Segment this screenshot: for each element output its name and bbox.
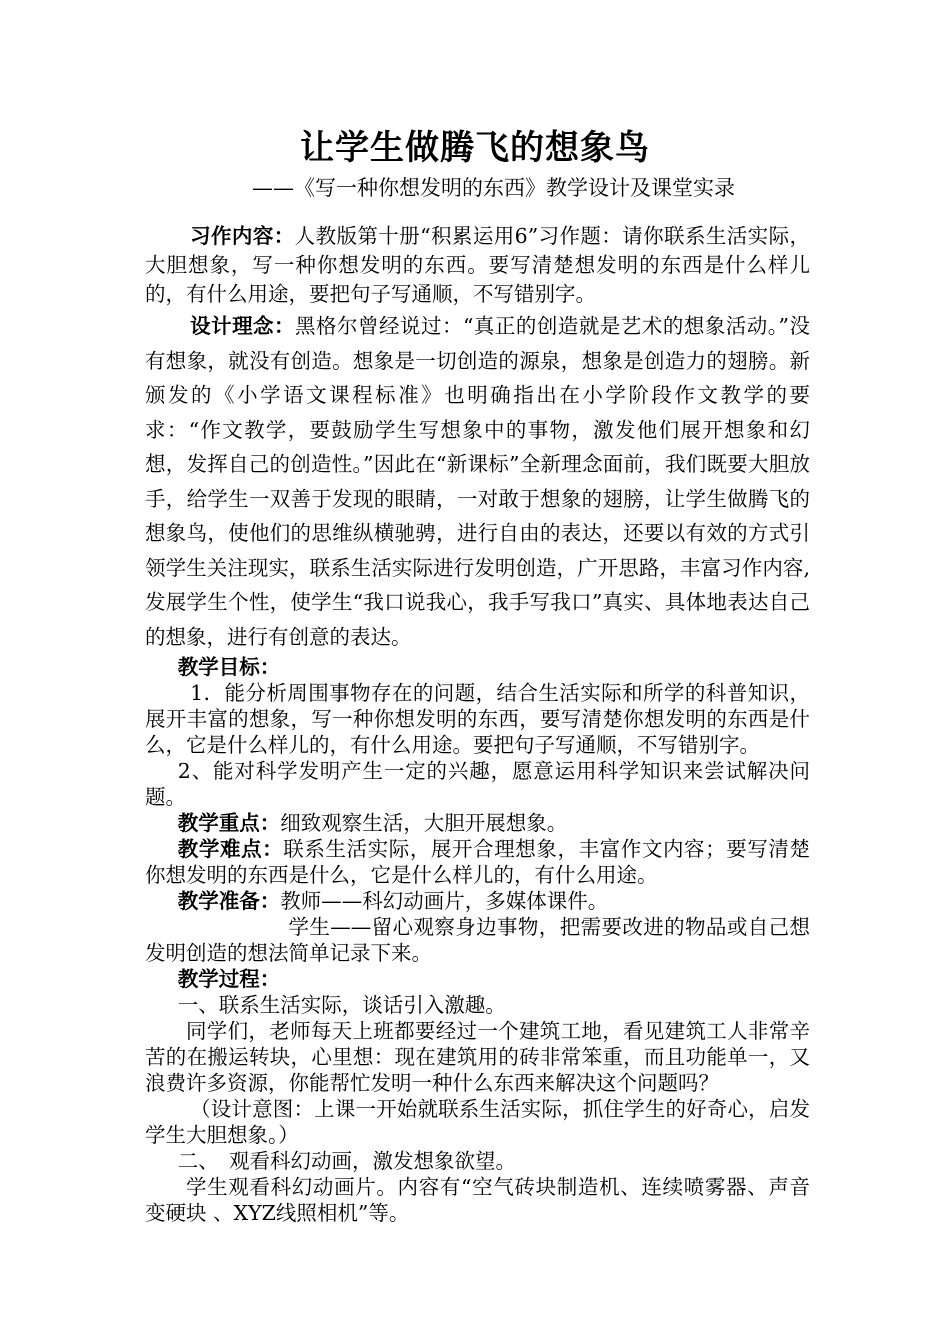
document-subtitle: ——《写一种你想发明的东西》教学设计及课堂实录: [252, 176, 735, 200]
content-paragraph: [145, 222, 810, 309]
difficulty-paragraph: [145, 836, 810, 888]
document-body: [145, 222, 810, 1226]
concept-paragraph: [145, 309, 810, 654]
goals-heading: 教学目标：: [177, 655, 281, 679]
process-step1-note: （设计意图：上课一开始就联系生活实际，抓住学生的好奇心，启发学生大胆想象。）: [145, 1097, 810, 1147]
goal-item-2: 2、能对科学发明产生一定的兴趣，愿意运用科学知识来尝试解决问题。: [145, 759, 810, 809]
preparation-paragraph: [145, 888, 810, 914]
process-heading: 教学过程：: [177, 967, 281, 991]
preparation-student: 学生——留心观察身边事物，把需要改进的物品或自己想发明创造的想法简单记录下来。: [145, 915, 810, 965]
key-point-text: 细致观察生活，大胆开展想象。: [280, 811, 568, 835]
content-text: 人教版第十册“积累运用6”习作题：请你联系生活实际，大胆想象，写一种你想发明的东西。要写清楚想发明的东西是什么样儿的，有什么用途，要把句子写通顺，不写错别字。: [145, 224, 810, 306]
goal-item-1: 1．能分析周围事物存在的问题，结合生活实际和所学的科普知识，展开丰富的想象，写一种你想发明的东西，要写清楚你想发明的东西是什么，它是什么样儿的，有什么用途。要把句子写通顺，不写错别字。: [145, 681, 810, 757]
preparation-label: 教学准备：: [177, 889, 281, 913]
process-step2-heading: 二、 观看科幻动画，激发想象欲望。: [177, 1149, 517, 1173]
process-step1-text: 同学们，老师每天上班都要经过一个建筑工地，看见建筑工人非常辛苦的在搬运转块，心里想：现在建筑用的砖非常笨重，而且功能单一，又浪费许多资源，你能帮忙发明一种什么东西来解决这个问题吗？: [145, 1019, 810, 1095]
content-label: 习作内容：: [190, 224, 295, 248]
difficulty-label: 教学难点：: [177, 837, 284, 861]
key-point-paragraph: [145, 810, 810, 836]
process-step1-heading: 一、联系生活实际，谈话引入激趣。: [177, 993, 506, 1017]
process-step2-text: 学生观看科幻动画片。内容有“空气砖块制造机、连续喷雾器、声音变硬块 、XYZ线照相机”等。: [145, 1175, 810, 1225]
preparation-teacher: 教师——科幻动画片，多媒体课件。: [280, 889, 609, 913]
concept-label: 设计理念：: [190, 314, 296, 338]
concept-text: 黑格尔曾经说过：“真正的创造就是艺术的想象活动。”没有想象，就没有创造。想象是一切创造的源泉，想象是创造力的翅膀。新颁发的《小学语文课程标准》也明确指出在小学阶段作文教学的要求：“作文教学，要鼓励学生写想象中的事物，激发他们展开想象和幻想，发挥自己的创造性。”因此在“新课标”全新理念面前，我们既要大胆放手，给学生一双善于发现的眼睛，一对敢于想象的翅膀，让学生做腾飞的想象鸟，使他们的思维纵横驰骋，进行自由的表达，还要以有效的方式引领学生关注现实，联系生活实际进行发明创造，广开思路，丰富习作内容,发展学生个性，使学生“我口说我心，我手写我口”真实、具体地表达自己的想象，进行有创意的表达。: [145, 314, 810, 649]
key-point-label: 教学重点：: [177, 811, 281, 835]
difficulty-text: 联系生活实际，展开合理想象，丰富作文内容；要写清楚你想发明的东西是什么，它是什么样儿的，有什么用途。: [145, 837, 811, 887]
document-title: 让学生做腾飞的想象鸟: [300, 128, 650, 168]
